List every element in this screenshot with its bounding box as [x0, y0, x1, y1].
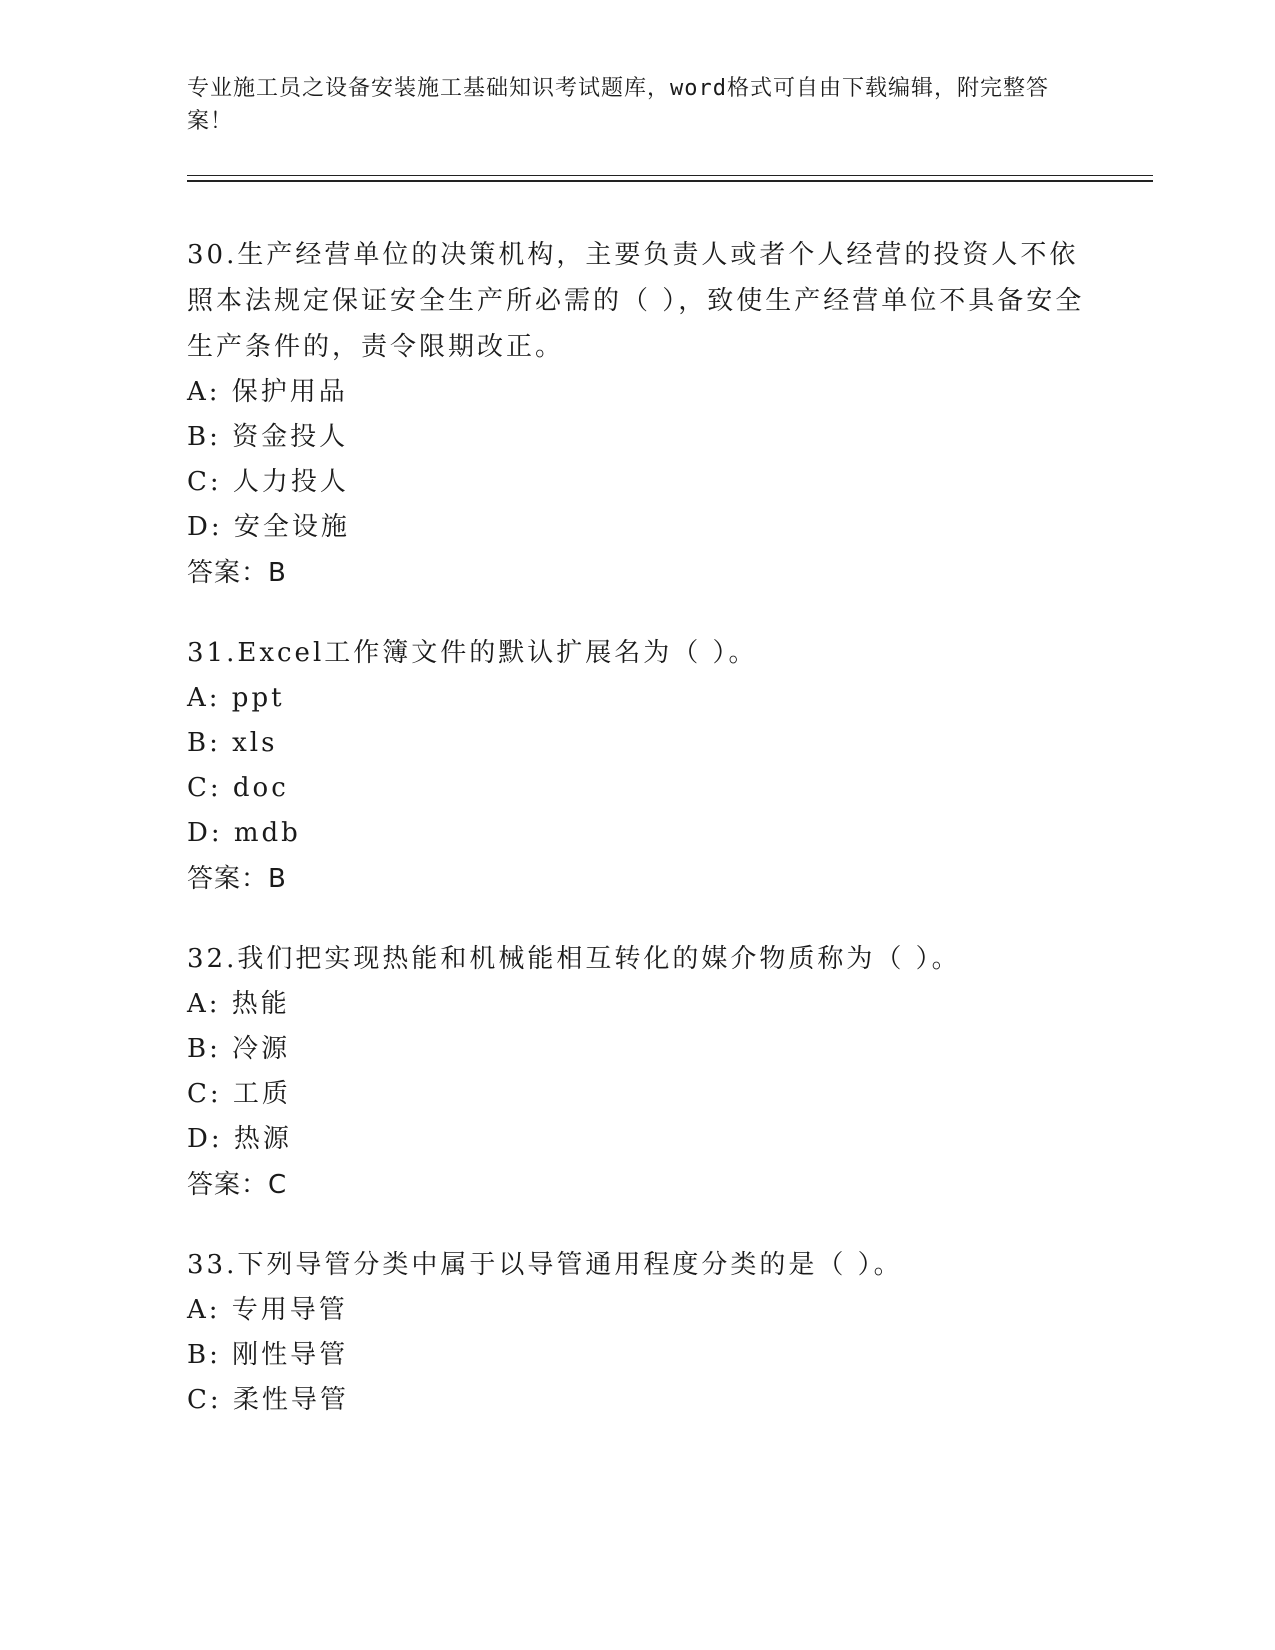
option-b: B: 资金投人 — [187, 422, 349, 452]
question-32 — [187, 936, 1087, 1208]
question-list — [187, 232, 1087, 1457]
option-c: C: 工质 — [187, 1079, 291, 1109]
option-c: C: 柔性导管 — [187, 1385, 349, 1415]
question-stem: 30.生产经营单位的决策机构，主要负责人或者个人经营的投资人不依照本法规定保证安全生产所必需的（ ），致使生产经营单位不具备安全生产条件的，责令限期改正。 — [187, 240, 1085, 362]
answer-line: 答案：B — [187, 864, 287, 894]
option-d: D: 安全设施 — [187, 512, 350, 542]
question-stem: 33.下列导管分类中属于以导管通用程度分类的是（ ）。 — [187, 1250, 903, 1280]
answer-line: 答案：B — [187, 558, 287, 588]
question-30 — [187, 232, 1087, 596]
document-header: 专业施工员之设备安装施工基础知识考试题库，word格式可自由下载编辑，附完整答案！ — [187, 76, 1049, 134]
option-a: A: 保护用品 — [187, 377, 348, 407]
header-rule-thick — [187, 180, 1153, 182]
option-a: A: 热能 — [187, 989, 290, 1019]
option-a: A: ppt — [187, 683, 285, 713]
question-31 — [187, 630, 1087, 902]
header-rule-thin — [187, 175, 1153, 176]
question-33 — [187, 1242, 1087, 1423]
option-d: D: mdb — [187, 818, 301, 848]
option-b: B: xls — [187, 728, 278, 758]
option-d: D: 热源 — [187, 1124, 292, 1154]
answer-line: 答案：C — [187, 1170, 288, 1200]
question-stem: 31.Excel工作簿文件的默认扩展名为（ ）。 — [187, 638, 758, 668]
option-b: B: 刚性导管 — [187, 1340, 349, 1370]
question-stem: 32.我们把实现热能和机械能相互转化的媒介物质称为（ ）。 — [187, 944, 961, 974]
option-b: B: 冷源 — [187, 1034, 291, 1064]
option-c: C: 人力投人 — [187, 467, 349, 497]
option-c: C: doc — [187, 773, 289, 803]
option-a: A: 专用导管 — [187, 1295, 348, 1325]
